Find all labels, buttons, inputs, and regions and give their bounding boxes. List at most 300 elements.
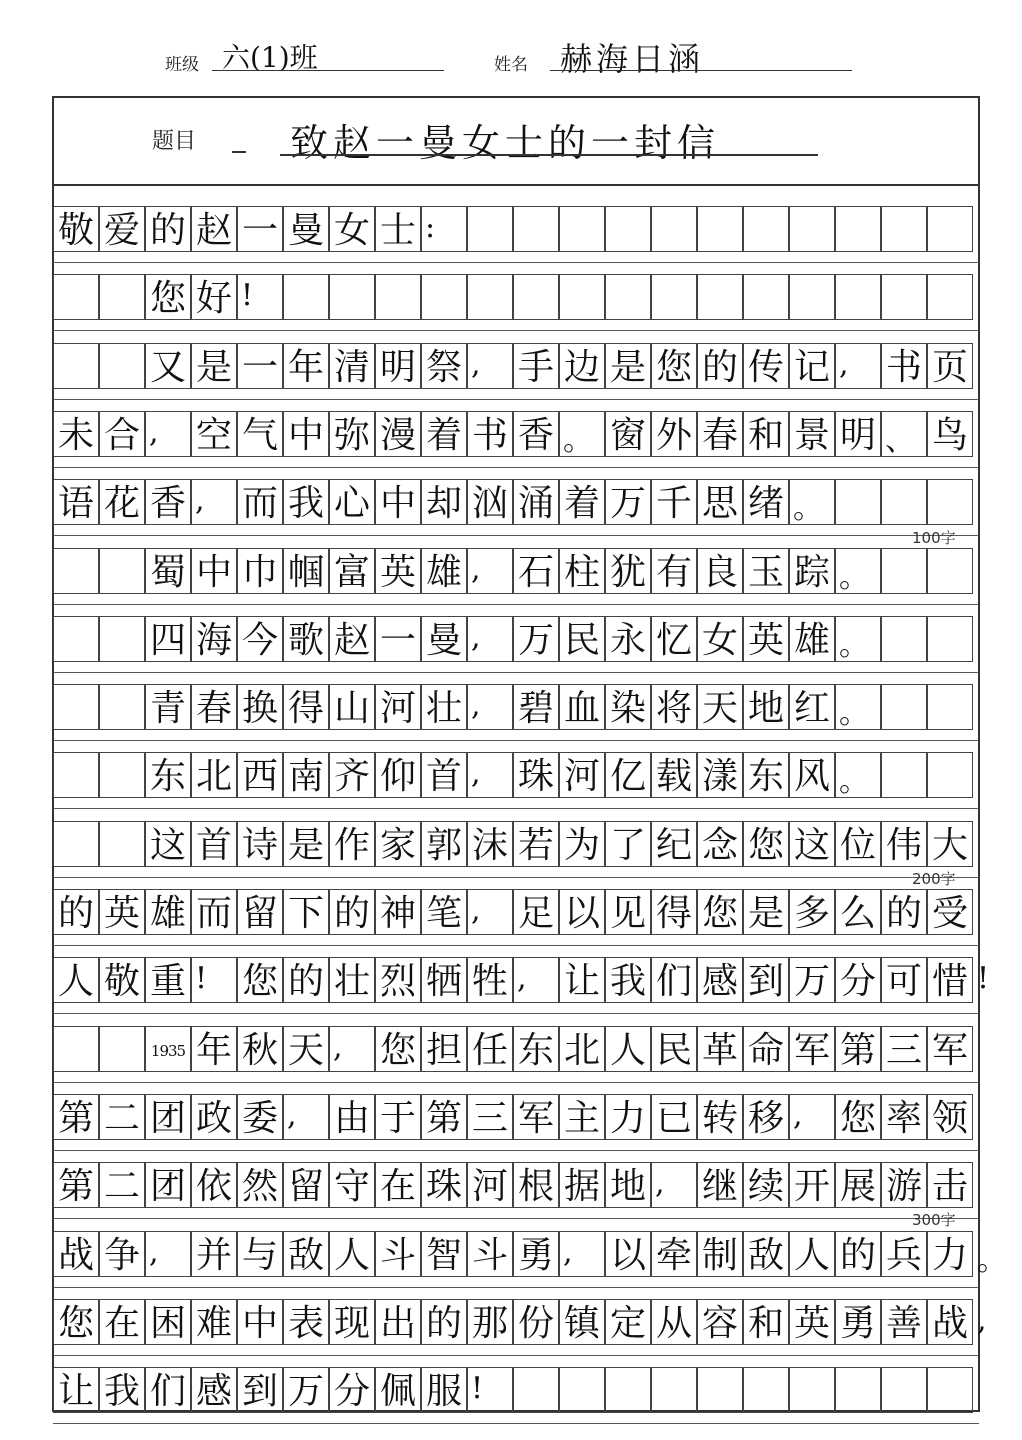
grid-cell bbox=[835, 206, 881, 252]
punctuation: ! bbox=[241, 278, 254, 313]
grid-cell bbox=[789, 1367, 835, 1413]
handwritten-char: 于 bbox=[379, 1098, 416, 1139]
grid-cell bbox=[651, 1367, 697, 1413]
grid-row bbox=[53, 1026, 979, 1072]
punctuation: , bbox=[793, 1098, 803, 1133]
handwritten-char: 牲 bbox=[471, 961, 508, 1002]
handwritten-char: 让 bbox=[57, 1371, 94, 1412]
handwritten-char: 雄 bbox=[793, 620, 830, 661]
handwritten-char: 敌 bbox=[747, 1235, 784, 1276]
handwritten-char: 和 bbox=[747, 1303, 784, 1344]
punctuation: , bbox=[471, 688, 481, 723]
handwritten-char: 风 bbox=[793, 756, 830, 797]
row-gap-line bbox=[53, 808, 979, 809]
grid-cell bbox=[99, 684, 145, 730]
handwritten-char: 我 bbox=[103, 1371, 140, 1412]
handwritten-char: 着 bbox=[425, 415, 462, 456]
handwritten-char: 战 bbox=[57, 1235, 94, 1276]
grid-cell bbox=[467, 274, 513, 320]
handwritten-char: 可 bbox=[885, 961, 922, 1002]
handwritten-char: 现 bbox=[333, 1303, 370, 1344]
handwritten-char: 据 bbox=[563, 1166, 600, 1207]
handwritten-char: 到 bbox=[747, 961, 784, 1002]
handwritten-char: 勇 bbox=[517, 1235, 554, 1276]
punctuation: 。 bbox=[563, 423, 593, 458]
handwritten-char: 为 bbox=[563, 825, 600, 866]
handwritten-char: 您 bbox=[655, 347, 692, 388]
handwritten-char: 郭 bbox=[425, 825, 462, 866]
handwritten-char: 河 bbox=[379, 688, 416, 729]
handwritten-char: 您 bbox=[57, 1303, 94, 1344]
handwritten-char: 有 bbox=[655, 552, 692, 593]
handwritten-char: 的 bbox=[839, 1235, 876, 1276]
handwritten-char: 秋 bbox=[241, 1030, 278, 1071]
handwritten-char: 红 bbox=[793, 688, 830, 729]
handwritten-char: 困 bbox=[149, 1303, 186, 1344]
punctuation: , bbox=[333, 1030, 343, 1065]
grid-cell bbox=[835, 274, 881, 320]
handwritten-char: 良 bbox=[701, 552, 738, 593]
grid-cell bbox=[53, 821, 99, 867]
handwritten-char: 曼 bbox=[425, 620, 462, 661]
grid-cell bbox=[467, 206, 513, 252]
grid-cell bbox=[881, 206, 927, 252]
row-gap-line bbox=[53, 1287, 979, 1288]
handwritten-char: 染 bbox=[609, 688, 646, 729]
punctuation: , bbox=[471, 347, 481, 382]
handwritten-char: 军 bbox=[793, 1030, 830, 1071]
punctuation: , bbox=[471, 756, 481, 791]
grid-cell bbox=[513, 1367, 559, 1413]
handwritten-char: 争 bbox=[103, 1235, 140, 1276]
handwritten-char: 表 bbox=[287, 1303, 324, 1344]
handwritten-char: 富 bbox=[333, 552, 370, 593]
handwritten-char: 守 bbox=[333, 1166, 370, 1207]
handwritten-char: 沫 bbox=[471, 825, 508, 866]
handwritten-char: 份 bbox=[517, 1303, 554, 1344]
punctuation: : bbox=[425, 210, 436, 245]
handwritten-char: 汹 bbox=[471, 483, 508, 524]
grid-cell bbox=[789, 206, 835, 252]
handwritten-char: 移 bbox=[747, 1098, 784, 1139]
punctuation: , bbox=[839, 347, 849, 382]
grid-cell bbox=[283, 274, 329, 320]
grid-row bbox=[53, 343, 979, 389]
grid-row bbox=[53, 1367, 979, 1413]
handwritten-char: 载 bbox=[655, 756, 692, 797]
grid-cell bbox=[789, 274, 835, 320]
grid-cell bbox=[605, 1367, 651, 1413]
handwritten-char: 以 bbox=[563, 893, 600, 934]
grid-cell bbox=[927, 1367, 973, 1413]
grid-cell bbox=[375, 274, 421, 320]
handwritten-char: 佩 bbox=[379, 1371, 416, 1412]
handwritten-char: 地 bbox=[747, 688, 784, 729]
handwritten-char: 纪 bbox=[655, 825, 692, 866]
handwritten-char: 心 bbox=[333, 483, 370, 524]
grid-cell bbox=[697, 274, 743, 320]
handwritten-char: 三 bbox=[471, 1098, 508, 1139]
handwritten-char: 勇 bbox=[839, 1303, 876, 1344]
handwritten-char: 西 bbox=[241, 756, 278, 797]
punctuation: , bbox=[977, 1303, 987, 1338]
handwritten-char: 英 bbox=[379, 552, 416, 593]
punctuation: , bbox=[563, 1235, 573, 1270]
handwritten-char: 惜 bbox=[931, 961, 968, 1002]
punctuation: , bbox=[471, 620, 481, 655]
handwritten-char: 从 bbox=[655, 1303, 692, 1344]
row-gap-line bbox=[53, 262, 979, 263]
handwritten-char: 玉 bbox=[747, 552, 784, 593]
row-gap-line bbox=[53, 877, 979, 878]
punctuation: 。 bbox=[977, 1243, 1007, 1278]
grid-row bbox=[53, 206, 979, 252]
handwritten-char: 牵 bbox=[655, 1235, 692, 1276]
handwritten-char: 犹 bbox=[609, 552, 646, 593]
handwritten-char: 定 bbox=[609, 1303, 646, 1344]
handwritten-char: 了 bbox=[609, 825, 646, 866]
handwritten-char: 青 bbox=[149, 688, 186, 729]
handwritten-char: 领 bbox=[931, 1098, 968, 1139]
handwritten-char: 万 bbox=[609, 483, 646, 524]
punctuation: 、 bbox=[885, 423, 915, 458]
handwritten-char: 展 bbox=[839, 1166, 876, 1207]
handwritten-char: 南 bbox=[287, 756, 324, 797]
grid-cell bbox=[881, 1367, 927, 1413]
punctuation: 。 bbox=[839, 696, 869, 731]
handwritten-char: 敬 bbox=[103, 961, 140, 1002]
handwritten-char: 北 bbox=[563, 1030, 600, 1071]
handwritten-char: 我 bbox=[287, 483, 324, 524]
grid-cell bbox=[927, 206, 973, 252]
grid-row bbox=[53, 752, 979, 798]
handwritten-char: 烈 bbox=[379, 961, 416, 1002]
grid-cell bbox=[927, 752, 973, 798]
handwritten-char: 壮 bbox=[425, 688, 462, 729]
handwritten-char: 中 bbox=[241, 1303, 278, 1344]
handwritten-char: 春 bbox=[701, 415, 738, 456]
handwritten-char: 明 bbox=[839, 415, 876, 456]
punctuation: , bbox=[471, 552, 481, 587]
handwritten-char: 分 bbox=[333, 1371, 370, 1412]
handwritten-char: 已 bbox=[655, 1098, 692, 1139]
handwritten-char: 牺 bbox=[425, 961, 462, 1002]
topic-underline bbox=[280, 154, 818, 156]
grid-cell bbox=[53, 274, 99, 320]
handwritten-char: 的 bbox=[287, 961, 324, 1002]
grid-cell bbox=[697, 1367, 743, 1413]
handwritten-char: 您 bbox=[149, 278, 186, 319]
handwritten-char: 涌 bbox=[517, 483, 554, 524]
row-gap-line bbox=[53, 330, 979, 331]
handwritten-char: 根 bbox=[517, 1166, 554, 1207]
row-gap-line bbox=[53, 467, 979, 468]
punctuation: 。 bbox=[793, 491, 823, 526]
row-gap-line bbox=[53, 535, 979, 536]
row-gap-line bbox=[53, 604, 979, 605]
handwritten-char: 二 bbox=[103, 1166, 140, 1207]
handwritten-char: 继 bbox=[701, 1166, 738, 1207]
handwritten-char: 命 bbox=[747, 1030, 784, 1071]
grid-cell bbox=[99, 752, 145, 798]
handwritten-char: 您 bbox=[241, 961, 278, 1002]
handwritten-char: 弥 bbox=[333, 415, 370, 456]
handwritten-char: 着 bbox=[563, 483, 600, 524]
grid-cell bbox=[881, 479, 927, 525]
handwritten-char: 花 bbox=[103, 483, 140, 524]
handwritten-char: 若 bbox=[517, 825, 554, 866]
punctuation: , bbox=[471, 893, 481, 928]
grid-cell bbox=[881, 616, 927, 662]
handwritten-char: 书 bbox=[885, 347, 922, 388]
handwritten-char: 东 bbox=[747, 756, 784, 797]
handwritten-char: 中 bbox=[195, 552, 232, 593]
handwritten-char: 女 bbox=[333, 210, 370, 251]
punctuation: , bbox=[517, 961, 527, 996]
handwritten-char: 民 bbox=[655, 1030, 692, 1071]
handwritten-char: 团 bbox=[149, 1098, 186, 1139]
handwritten-char: 万 bbox=[793, 961, 830, 1002]
handwritten-char: 分 bbox=[839, 961, 876, 1002]
grid-cell bbox=[927, 616, 973, 662]
punctuation: , bbox=[149, 1235, 159, 1270]
handwritten-char: 担 bbox=[425, 1030, 462, 1071]
word-count-100: 100字 bbox=[912, 529, 956, 547]
grid-cell bbox=[927, 684, 973, 730]
row-gap-line bbox=[53, 945, 979, 946]
handwritten-char: 么 bbox=[839, 893, 876, 934]
handwritten-char: 雄 bbox=[425, 552, 462, 593]
handwritten-char: 在 bbox=[379, 1166, 416, 1207]
handwritten-char: 敬 bbox=[57, 210, 94, 251]
handwritten-char: 的 bbox=[333, 893, 370, 934]
handwritten-char: 们 bbox=[149, 1371, 186, 1412]
handwritten-char: 祭 bbox=[425, 347, 462, 388]
grid-cell bbox=[927, 548, 973, 594]
handwritten-char: 神 bbox=[379, 893, 416, 934]
grid-row bbox=[53, 821, 979, 867]
grid-cell bbox=[53, 616, 99, 662]
handwritten-char: 作 bbox=[333, 825, 370, 866]
handwritten-char: 将 bbox=[655, 688, 692, 729]
grid-row bbox=[53, 1231, 1007, 1278]
handwritten-char: 民 bbox=[563, 620, 600, 661]
handwritten-char: 边 bbox=[563, 347, 600, 388]
grid-cell bbox=[835, 1367, 881, 1413]
grid-cell bbox=[53, 684, 99, 730]
word-count-200: 200字 bbox=[912, 870, 956, 888]
handwritten-char: 这 bbox=[149, 825, 186, 866]
handwritten-char: 爱 bbox=[103, 210, 140, 251]
grid-cell bbox=[559, 274, 605, 320]
handwritten-char: 人 bbox=[793, 1235, 830, 1276]
handwritten-char: 您 bbox=[701, 893, 738, 934]
handwritten-char: 石 bbox=[517, 552, 554, 593]
handwritten-char: 第 bbox=[425, 1098, 462, 1139]
handwritten-char: 服 bbox=[425, 1371, 462, 1412]
handwritten-char: 踪 bbox=[793, 552, 830, 593]
row-gap-line bbox=[53, 1013, 979, 1014]
handwritten-char: 英 bbox=[793, 1303, 830, 1344]
punctuation: ! bbox=[471, 1371, 484, 1406]
row-gap-line bbox=[53, 1150, 979, 1151]
handwritten-char: 首 bbox=[425, 756, 462, 797]
handwritten-char: 外 bbox=[655, 415, 692, 456]
handwritten-char: 换 bbox=[241, 688, 278, 729]
punctuation: , bbox=[149, 415, 159, 450]
handwritten-char: 漫 bbox=[379, 415, 416, 456]
row-gap-line bbox=[53, 1355, 979, 1356]
handwritten-char: 政 bbox=[195, 1098, 232, 1139]
grid-cell bbox=[99, 274, 145, 320]
handwritten-char: 书 bbox=[471, 415, 508, 456]
handwritten-char: 东 bbox=[517, 1030, 554, 1071]
handwritten-char: 雄 bbox=[149, 893, 186, 934]
handwritten-char: 中 bbox=[379, 483, 416, 524]
handwritten-char: 巾 bbox=[241, 552, 278, 593]
handwritten-char: 得 bbox=[655, 893, 692, 934]
handwritten-char: 今 bbox=[241, 620, 278, 661]
handwritten-char: 下 bbox=[287, 893, 324, 934]
row-gap-line bbox=[53, 1423, 979, 1424]
handwritten-char: 位 bbox=[839, 825, 876, 866]
handwritten-char: 感 bbox=[195, 1371, 232, 1412]
handwritten-char: 然 bbox=[241, 1166, 278, 1207]
handwritten-char: 的 bbox=[149, 210, 186, 251]
handwritten-char: 而 bbox=[241, 483, 278, 524]
handwritten-char: 诗 bbox=[241, 825, 278, 866]
grid-cell bbox=[651, 206, 697, 252]
grid-cell bbox=[99, 548, 145, 594]
handwritten-char: 受 bbox=[931, 893, 968, 934]
handwritten-char: 绪 bbox=[747, 483, 784, 524]
handwritten-char: 击 bbox=[931, 1166, 968, 1207]
grid-cell bbox=[743, 206, 789, 252]
punctuation: , bbox=[287, 1098, 297, 1133]
handwritten-char: 珠 bbox=[425, 1166, 462, 1207]
grid-cell bbox=[99, 343, 145, 389]
handwritten-char: 善 bbox=[885, 1303, 922, 1344]
handwritten-char: 转 bbox=[701, 1098, 738, 1139]
handwritten-char: 万 bbox=[287, 1371, 324, 1412]
handwritten-char: 开 bbox=[793, 1166, 830, 1207]
handwritten-char: 任 bbox=[471, 1030, 508, 1071]
handwritten-char: 明 bbox=[379, 347, 416, 388]
punctuation: , bbox=[195, 483, 205, 518]
handwritten-char: 一 bbox=[379, 620, 416, 661]
handwritten-char: 亿 bbox=[609, 756, 646, 797]
handwritten-char: 又 bbox=[149, 347, 186, 388]
handwritten-char: 永 bbox=[609, 620, 646, 661]
class-underline bbox=[212, 70, 444, 71]
handwritten-char: 并 bbox=[195, 1235, 232, 1276]
row-gap-line bbox=[53, 672, 979, 673]
handwritten-char: 让 bbox=[563, 961, 600, 1002]
handwritten-char: 忆 bbox=[655, 620, 692, 661]
handwritten-char: 是 bbox=[195, 347, 232, 388]
grid-row bbox=[53, 889, 979, 935]
handwritten-char: 好 bbox=[195, 278, 232, 319]
handwritten-char: 山 bbox=[333, 688, 370, 729]
handwritten-char: 笔 bbox=[425, 893, 462, 934]
handwritten-char: 歌 bbox=[287, 620, 324, 661]
handwritten-char: 续 bbox=[747, 1166, 784, 1207]
handwritten-char: 镇 bbox=[563, 1303, 600, 1344]
row-gap-line bbox=[53, 1082, 979, 1083]
handwritten-char: 游 bbox=[885, 1166, 922, 1207]
handwritten-char: 见 bbox=[609, 893, 646, 934]
handwritten-char: 英 bbox=[103, 893, 140, 934]
grid-cell bbox=[421, 274, 467, 320]
handwritten-char: 的 bbox=[57, 893, 94, 934]
handwritten-char: 蜀 bbox=[149, 552, 186, 593]
handwritten-char: 鸟 bbox=[931, 415, 968, 456]
handwritten-char: 香 bbox=[517, 415, 554, 456]
handwritten-char: 是 bbox=[609, 347, 646, 388]
handwritten-char: 第 bbox=[57, 1098, 94, 1139]
handwritten-char: 出 bbox=[379, 1303, 416, 1344]
handwritten-char: 斗 bbox=[471, 1235, 508, 1276]
handwritten-char: 年 bbox=[287, 347, 324, 388]
name-label: 姓名 bbox=[494, 55, 528, 75]
handwritten-char: 力 bbox=[931, 1235, 968, 1276]
handwritten-char: 重 bbox=[149, 961, 186, 1002]
handwritten-char: 帼 bbox=[287, 552, 324, 593]
handwritten-char: 革 bbox=[701, 1030, 738, 1071]
handwritten-char: 却 bbox=[425, 483, 462, 524]
handwritten-char: 女 bbox=[701, 620, 738, 661]
punctuation: 。 bbox=[839, 560, 869, 595]
grid-row bbox=[53, 479, 979, 525]
grid-row bbox=[53, 1094, 979, 1140]
handwritten-char: 您 bbox=[839, 1098, 876, 1139]
handwritten-char: 空 bbox=[195, 415, 232, 456]
topic-label: 题目 bbox=[152, 129, 197, 154]
row-gap-line bbox=[53, 399, 979, 400]
handwritten-char: 碧 bbox=[517, 688, 554, 729]
handwritten-char: 曼 bbox=[287, 210, 324, 251]
handwritten-char: 力 bbox=[609, 1098, 646, 1139]
grid-cell bbox=[605, 274, 651, 320]
grid-cell bbox=[559, 1367, 605, 1413]
handwritten-char: 士 bbox=[379, 210, 416, 251]
handwritten-char: 率 bbox=[885, 1098, 922, 1139]
handwritten-char: 大 bbox=[931, 825, 968, 866]
handwritten-char: 二 bbox=[103, 1098, 140, 1139]
handwritten-char: 语 bbox=[57, 483, 94, 524]
handwritten-char: 敌 bbox=[287, 1235, 324, 1276]
handwritten-char: 珠 bbox=[517, 756, 554, 797]
handwritten-char: 而 bbox=[195, 893, 232, 934]
handwritten-char: 未 bbox=[57, 415, 94, 456]
handwritten-char: 您 bbox=[379, 1030, 416, 1071]
grid-row bbox=[53, 684, 979, 730]
class-value: 六(1)班 bbox=[222, 41, 318, 74]
handwritten-char: 三 bbox=[885, 1030, 922, 1071]
grid-cell bbox=[53, 1026, 99, 1072]
handwritten-char: 河 bbox=[563, 756, 600, 797]
handwritten-char: 在 bbox=[103, 1303, 140, 1344]
handwritten-char: 念 bbox=[701, 825, 738, 866]
handwritten-char: 与 bbox=[241, 1235, 278, 1276]
handwritten-char: 赵 bbox=[333, 620, 370, 661]
class-label: 班级 bbox=[165, 55, 199, 75]
handwritten-char: 人 bbox=[333, 1235, 370, 1276]
handwritten-char: 是 bbox=[287, 825, 324, 866]
grid-row bbox=[53, 274, 979, 320]
handwritten-char: 制 bbox=[701, 1235, 738, 1276]
handwritten-char: 留 bbox=[241, 893, 278, 934]
